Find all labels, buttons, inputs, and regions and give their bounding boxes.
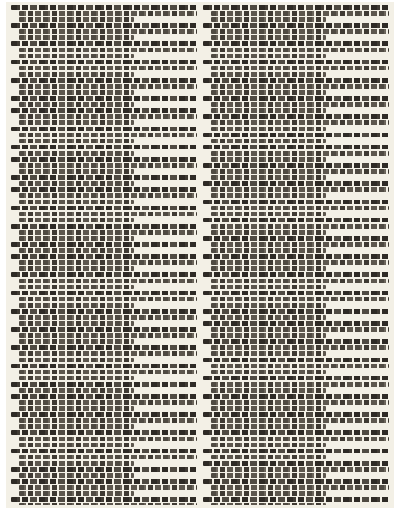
text-line	[211, 327, 389, 332]
text-line	[211, 285, 326, 290]
text-line	[19, 321, 134, 326]
text-line	[19, 163, 197, 168]
register-entry	[203, 479, 389, 496]
text-line	[19, 193, 197, 198]
register-entry	[203, 23, 389, 40]
text-line	[203, 163, 389, 168]
text-line	[211, 351, 326, 356]
register-entry	[11, 96, 197, 107]
register-entry	[203, 412, 389, 429]
register-entry	[11, 309, 197, 326]
register-entry	[11, 157, 197, 174]
text-line	[11, 345, 197, 350]
register-entry	[203, 430, 389, 447]
text-line	[211, 370, 326, 375]
text-line	[19, 133, 197, 138]
text-line	[19, 406, 134, 411]
text-line	[19, 181, 134, 186]
text-line	[203, 41, 389, 46]
text-line	[211, 169, 389, 174]
text-line	[19, 266, 134, 271]
register-entry	[11, 430, 197, 447]
text-line	[211, 35, 326, 40]
text-line	[211, 443, 326, 448]
text-line	[203, 394, 389, 399]
text-line	[203, 254, 389, 259]
text-line	[11, 327, 197, 332]
text-line	[211, 127, 326, 132]
text-line	[203, 218, 389, 223]
text-line	[19, 114, 197, 119]
text-line	[11, 272, 197, 277]
text-line	[11, 187, 197, 192]
text-line	[19, 358, 134, 363]
text-line	[203, 96, 389, 101]
register-entry	[203, 272, 389, 289]
text-line	[19, 72, 134, 77]
text-line	[19, 48, 197, 53]
text-line	[211, 485, 389, 490]
text-line	[11, 175, 197, 180]
text-line	[11, 394, 197, 399]
text-line	[211, 333, 326, 338]
text-line	[19, 437, 197, 442]
text-line	[11, 479, 197, 484]
register-entry	[203, 60, 389, 77]
text-line	[203, 200, 389, 205]
text-line	[19, 218, 134, 223]
text-line	[211, 66, 389, 71]
text-line	[11, 254, 197, 259]
register-entry	[11, 479, 197, 496]
text-line	[11, 108, 197, 113]
text-line	[211, 175, 326, 180]
text-line	[211, 279, 389, 284]
text-line	[211, 54, 326, 59]
text-line	[19, 35, 134, 40]
text-line	[19, 169, 134, 174]
text-line	[211, 303, 326, 308]
text-line	[211, 206, 389, 211]
register-entry	[203, 497, 389, 505]
text-line	[211, 48, 389, 53]
text-line	[19, 279, 197, 284]
register-entry	[203, 254, 389, 271]
text-line	[11, 430, 197, 435]
text-line	[19, 139, 134, 144]
register-entry	[11, 467, 197, 478]
register-entry	[11, 449, 197, 466]
text-line	[11, 309, 197, 314]
text-line	[11, 41, 197, 46]
text-line	[211, 157, 326, 162]
text-line	[211, 400, 389, 405]
text-line	[19, 339, 134, 344]
text-line	[203, 114, 389, 119]
text-line	[211, 108, 326, 113]
text-line	[11, 224, 197, 229]
register-column-left	[11, 5, 197, 505]
register-entry	[203, 449, 389, 460]
text-line	[203, 339, 389, 344]
text-line	[11, 412, 197, 417]
register-entry	[203, 236, 389, 253]
text-line	[19, 230, 197, 235]
text-line	[203, 321, 389, 326]
text-line	[211, 455, 326, 460]
register-entry	[11, 60, 197, 77]
text-line	[203, 449, 389, 454]
text-line	[203, 358, 389, 363]
text-line	[19, 424, 134, 429]
register-entry	[203, 5, 389, 22]
register-entry	[203, 200, 389, 217]
text-line	[19, 66, 197, 71]
register-entry	[11, 327, 197, 344]
text-line	[211, 151, 389, 156]
text-line	[211, 437, 389, 442]
text-line	[19, 84, 197, 89]
text-line	[11, 127, 197, 132]
register-entry	[203, 321, 389, 338]
register-entry	[203, 339, 389, 356]
text-line	[211, 503, 326, 505]
register-entry	[203, 78, 389, 95]
text-line	[19, 376, 134, 381]
text-line	[211, 29, 389, 34]
text-line	[11, 467, 197, 472]
text-line	[211, 84, 389, 89]
text-line	[211, 224, 389, 229]
text-line	[211, 382, 389, 387]
text-line	[11, 23, 197, 28]
text-line	[19, 54, 134, 59]
register-entry	[11, 187, 197, 204]
text-line	[211, 193, 326, 198]
text-line	[203, 145, 389, 150]
text-line	[211, 315, 326, 320]
register-entry	[11, 224, 197, 241]
text-line	[203, 272, 389, 277]
text-line	[211, 260, 389, 265]
text-line	[211, 11, 389, 16]
text-line	[211, 90, 326, 95]
register-entry	[203, 309, 389, 320]
text-line	[211, 72, 326, 77]
register-entry	[11, 23, 197, 40]
text-line	[203, 309, 389, 314]
text-line	[19, 485, 197, 490]
text-line	[211, 491, 326, 496]
text-line	[19, 285, 134, 290]
register-column-right	[203, 5, 389, 505]
text-line	[19, 120, 134, 125]
register-entry	[11, 497, 197, 505]
text-line	[211, 187, 389, 192]
text-line	[19, 503, 197, 505]
register-entry	[11, 242, 197, 253]
text-line	[19, 351, 197, 356]
text-line	[203, 412, 389, 417]
text-line	[11, 364, 197, 369]
register-entry	[11, 175, 197, 186]
text-line	[203, 461, 389, 466]
text-line	[19, 491, 134, 496]
text-line	[11, 96, 197, 101]
register-entry	[11, 145, 197, 156]
register-entry	[203, 145, 389, 162]
text-line	[211, 17, 326, 22]
register-entry	[11, 364, 197, 381]
register-entry	[11, 127, 197, 144]
register-entry	[203, 358, 389, 375]
text-line	[211, 266, 326, 271]
register-entry	[11, 78, 197, 95]
register-entry	[11, 412, 197, 429]
text-line	[211, 297, 389, 302]
register-entry	[203, 114, 389, 131]
register-entry	[203, 133, 389, 144]
text-line	[211, 345, 389, 350]
text-line	[211, 230, 326, 235]
text-line	[211, 364, 389, 369]
text-line	[19, 303, 134, 308]
text-line	[19, 102, 134, 107]
register-entry	[11, 394, 197, 411]
text-line	[211, 418, 389, 423]
text-line	[19, 29, 197, 34]
text-line	[19, 418, 197, 423]
register-entry	[203, 41, 389, 58]
text-line	[203, 376, 389, 381]
text-line	[19, 461, 134, 466]
register-entry	[11, 382, 197, 393]
text-line	[11, 78, 197, 83]
register-entry	[11, 254, 197, 271]
text-line	[19, 151, 134, 156]
text-line	[203, 236, 389, 241]
text-line	[211, 242, 389, 247]
text-line	[203, 497, 389, 502]
register-entry	[203, 394, 389, 411]
text-line	[203, 60, 389, 65]
text-line	[211, 120, 389, 125]
text-line	[203, 5, 389, 10]
text-line	[19, 11, 197, 16]
text-line	[19, 260, 197, 265]
text-line	[19, 297, 197, 302]
text-line	[203, 430, 389, 435]
text-line	[203, 78, 389, 83]
text-line	[11, 242, 197, 247]
text-line	[211, 102, 389, 107]
register-entry	[203, 461, 389, 478]
text-line	[19, 212, 197, 217]
text-line	[203, 23, 389, 28]
text-line	[11, 5, 197, 10]
register-entry	[203, 96, 389, 113]
text-line	[19, 248, 134, 253]
text-line	[211, 406, 326, 411]
text-line	[211, 248, 326, 253]
text-line	[203, 133, 389, 138]
text-line	[19, 333, 197, 338]
text-line	[203, 479, 389, 484]
text-line	[11, 145, 197, 150]
register-entry	[11, 108, 197, 125]
text-line	[211, 212, 326, 217]
text-line	[11, 497, 197, 502]
text-line	[19, 236, 134, 241]
text-line	[11, 60, 197, 65]
register-entry	[203, 181, 389, 198]
register-entry	[11, 291, 197, 308]
register-page	[6, 2, 394, 508]
register-entry	[11, 272, 197, 289]
text-line	[19, 370, 197, 375]
text-line	[211, 388, 326, 393]
register-entry	[11, 5, 197, 22]
register-entry	[11, 206, 197, 223]
text-line	[211, 424, 326, 429]
text-line	[11, 157, 197, 162]
text-line	[19, 473, 134, 478]
register-entry	[203, 163, 389, 180]
text-line	[19, 90, 134, 95]
text-line	[19, 17, 134, 22]
text-line	[11, 291, 197, 296]
text-line	[19, 455, 197, 460]
text-line	[19, 200, 134, 205]
text-line	[19, 443, 134, 448]
text-line	[211, 467, 389, 472]
text-line	[19, 315, 197, 320]
register-entry	[203, 218, 389, 235]
text-line	[203, 181, 389, 186]
text-line	[11, 449, 197, 454]
register-entry	[11, 345, 197, 362]
text-line	[203, 291, 389, 296]
register-entry	[203, 376, 389, 393]
text-line	[11, 206, 197, 211]
text-line	[19, 388, 134, 393]
text-line	[211, 139, 326, 144]
register-entry	[11, 41, 197, 58]
text-line	[211, 473, 326, 478]
text-line	[11, 382, 197, 387]
register-entry	[203, 291, 389, 308]
text-line	[19, 400, 197, 405]
